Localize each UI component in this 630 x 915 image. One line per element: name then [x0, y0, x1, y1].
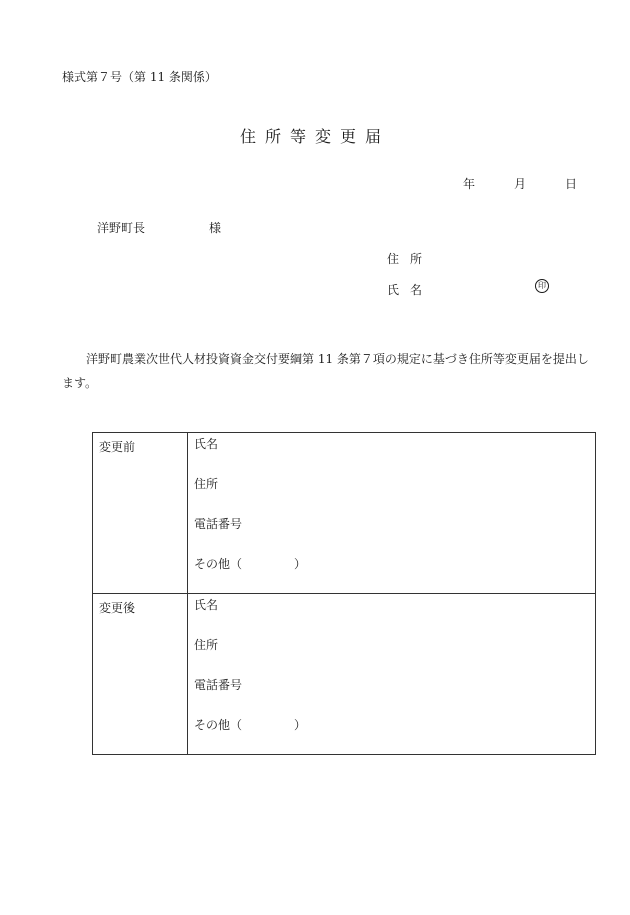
field-name-before: 氏名: [194, 437, 219, 451]
date-day-label: 日: [565, 177, 578, 191]
field-other-after: [188, 714, 595, 754]
date-year-label: 年: [463, 177, 476, 191]
row-label-after: 変更後: [99, 601, 136, 615]
body-text: 洋野町農業次世代人材投資資金交付要綱第 11 条第７項の規定に基づき住所等変更届を提出します。: [62, 352, 589, 390]
fields-cell-after: [188, 594, 596, 755]
applicant-name-label: 氏名: [387, 283, 434, 297]
form-number: 様式第７号（第 11 条関係）: [62, 70, 217, 84]
table-row-after: [93, 594, 596, 755]
field-name-after: 氏名: [194, 598, 219, 612]
field-address-before: 住所: [194, 477, 219, 491]
date-month-label: 月: [514, 177, 527, 191]
field-other-before: [188, 553, 595, 593]
other-open-before: その他（: [194, 557, 243, 571]
other-close-before: ）: [294, 557, 307, 571]
other-open-after: その他（: [194, 718, 243, 732]
table-row-before: [93, 433, 596, 594]
addressee-name: 洋野町長: [97, 221, 146, 235]
addressee-honorific: 様: [209, 221, 222, 235]
field-phone-after: 電話番号: [194, 678, 243, 692]
label-cell-after: [93, 594, 188, 755]
fields-cell-before: [188, 433, 596, 594]
field-address-after: 住所: [194, 638, 219, 652]
change-table: [92, 432, 596, 755]
seal-mark-icon: 印: [535, 279, 549, 293]
document-title: 住所等変更届: [239, 127, 390, 146]
label-cell-before: [93, 433, 188, 594]
field-phone-before: 電話番号: [194, 517, 243, 531]
applicant-address-label: 住所: [387, 252, 434, 266]
row-label-before: 変更前: [99, 440, 136, 454]
other-close-after: ）: [294, 718, 307, 732]
